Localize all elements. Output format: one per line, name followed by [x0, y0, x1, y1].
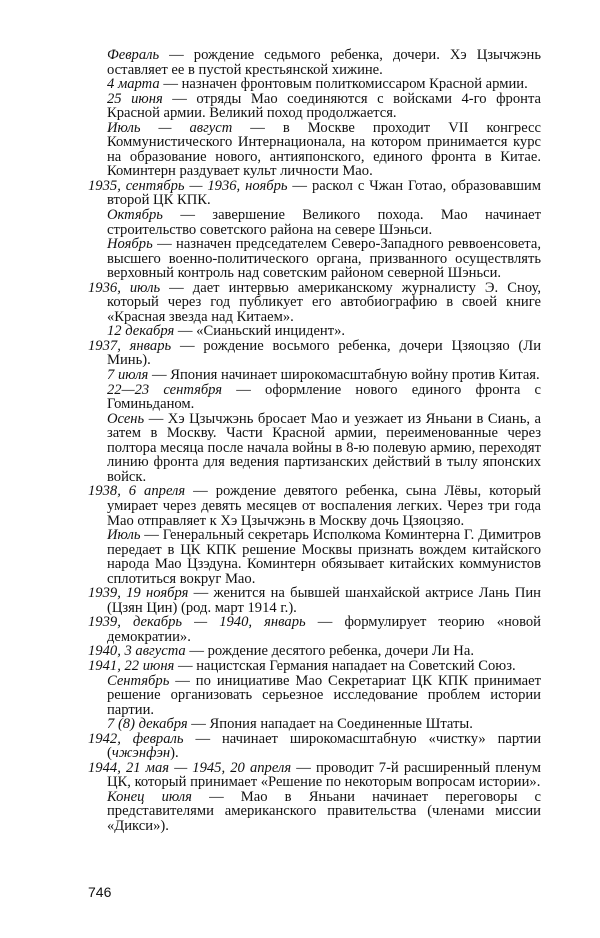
entry-date: 1935, сентябрь — 1936, ноябрь [88, 177, 288, 194]
entry-text: — проводит 7-й расширенный пленум ЦК, который принимает «Решение по некоторым вопросам истории». [107, 759, 542, 791]
sub-entry [88, 237, 541, 281]
entry-text: — Мао в Яньани начинает переговоры с представителями американского правительства (членами миссии «Дикси»). [107, 788, 542, 834]
sub-entry [88, 208, 541, 237]
entry-date: Осень [107, 410, 145, 427]
year-entry [88, 586, 541, 615]
entry-date: Ноябрь [107, 236, 153, 253]
entry-text: — Япония начинает широкомасштабную войну против Китая. [148, 367, 540, 384]
entry-text: — отряды Мао соединяются с войсками 4-го фронта Красной армии. Великий поход продолжается. [107, 90, 541, 122]
entry-text: — по инициативе Мао Секретариат ЦК КПК принимает решение организовать серьезное исследование проблем истории партии. [107, 672, 541, 718]
entry-date: Июль [107, 527, 141, 544]
entry-date: 7 июля [107, 367, 149, 384]
year-entry [88, 339, 541, 368]
entry-text: — нацистская Германия нападает на Советский Союз. [174, 657, 516, 674]
sub-entry [88, 121, 541, 179]
sub-entry [88, 383, 541, 412]
year-entry [88, 281, 541, 325]
sub-entry [88, 412, 541, 485]
entry-text: — оформление нового единого фронта с Гоминьданом. [107, 381, 541, 413]
entry-date: Конец июля [107, 788, 192, 805]
entry-date: 4 марта [107, 76, 160, 93]
entry-text: — Япония нападает на Соединенные Штаты. [187, 716, 473, 733]
sub-entry [88, 717, 541, 732]
entry-date: 1940, 3 августа [88, 643, 186, 660]
year-entry [88, 644, 541, 659]
entry-text: — назначен фронтовым политкомиссаром Красной армии. [159, 76, 528, 93]
entry-text: — рождение десятого ребенка, дочери Ли На. [185, 643, 474, 660]
entry-text: — рождение восьмого ребенка, дочери Цзяоцзяо (Ли Минь). [107, 337, 542, 369]
entry-text: — в Москве проходит VII конгресс Коммунистического Интернационала, на котором принимается курс на образование нового, антияпонского, единого фронта в Китае. Коминтерн раздувает культ личности Мао. [107, 119, 541, 180]
entry-date: 1937, январь [88, 337, 172, 354]
sub-entry [88, 790, 541, 834]
entry-date: 22—23 сентября [107, 381, 223, 398]
entry-text: — Хэ Цзычжэнь бросает Мао и уезжает из Яньани в Сиань, а затем в Москву. Части Красной армии, переименованные через полтора месяца после начала войны в 8-ю полевую армию, переходят линию фронта для ведения партизанских действий в тылу японских войск. [107, 410, 541, 485]
year-entry [88, 732, 541, 761]
entry-term: чжэнфэн [111, 745, 171, 762]
sub-entry [88, 48, 541, 77]
year-entry [88, 179, 541, 208]
entry-text: — назначен председателем Северо-Западного реввоенсовета, высшего военно-политического органа, призванного осуществлять верховный контроль над советским районом северной Шэньси. [107, 236, 541, 282]
year-entry [88, 659, 541, 674]
entry-text: — рождение седьмого ребенка, дочери. Хэ Цзычжэнь оставляет ее в пустой крестьянской хижине. [107, 47, 541, 78]
entry-date: 25 июня [107, 90, 163, 107]
entry-text: — Генеральный секретарь Исполкома Коминтерна Г. Димитров передает в ЦК КПК решение Москвы признать вождем китайского народа Мао Цзэдуна. Коминтерн обязывает китайских коммунистов сплотиться вокруг Мао. [107, 527, 541, 587]
entry-date: 7 (8) декабря [107, 716, 188, 733]
entry-text: — формулирует теорию «новой демократии». [107, 614, 541, 645]
sub-entry [88, 92, 541, 121]
page-number: 746 [88, 884, 112, 900]
entry-text: — женится на бывшей шанхайской актрисе Лань Пин (Цзян Цин) (род. март 1914 г.). [107, 585, 541, 616]
sub-entry [88, 528, 541, 586]
entry-date: Июль — август [107, 119, 233, 136]
entry-date: 1939, декабрь — 1940, январь [88, 614, 306, 631]
entry-text-end: ). [170, 745, 179, 762]
entry-date: 1942, февраль [88, 730, 184, 747]
entry-date: 1939, 19 ноября [88, 585, 189, 602]
entry-text: — начинает широкомасштабную «чистку» партии ( [107, 730, 541, 762]
entry-text: — дает интервью американскому журналисту Э. Сноу, который через год публикует его автобиографию в своей книге «Красная звезда над Китаем». [107, 279, 541, 325]
year-entry [88, 484, 541, 528]
entry-text: — раскол с Чжан Готао, образовавшим второй ЦК КПК. [107, 177, 541, 209]
entry-text: — завершение Великого похода. Мао начинает строительство советского района на севере Шэньси. [107, 207, 541, 238]
entry-date: 1944, 21 мая — 1945, 20 апреля [88, 759, 292, 776]
entry-text: — «Сианьский инцидент». [174, 323, 346, 340]
entry-date: 1941, 22 июня [88, 657, 175, 674]
sub-entry [88, 77, 541, 92]
year-entry [88, 615, 541, 644]
entry-date: Февраль [107, 47, 160, 63]
entry-date: 1936, июль [88, 279, 161, 296]
entry-date: Сентябрь [107, 672, 170, 689]
entry-date: 1938, 6 апреля [88, 483, 186, 500]
entry-text: — рождение девятого ребенка, сына Лёвы, который умирает через девять месяцев от воспаления легких. Через три года Мао отправляет к Хэ Цзычжэнь в Москву дочь Цзяоцзяо. [107, 483, 541, 529]
sub-entry [88, 674, 541, 718]
sub-entry [88, 324, 541, 339]
sub-entry [88, 368, 541, 383]
year-entry [88, 761, 541, 790]
entry-date: 12 декабря [107, 323, 175, 340]
entry-date: Октябрь [107, 207, 163, 224]
chronology-text [88, 48, 541, 834]
